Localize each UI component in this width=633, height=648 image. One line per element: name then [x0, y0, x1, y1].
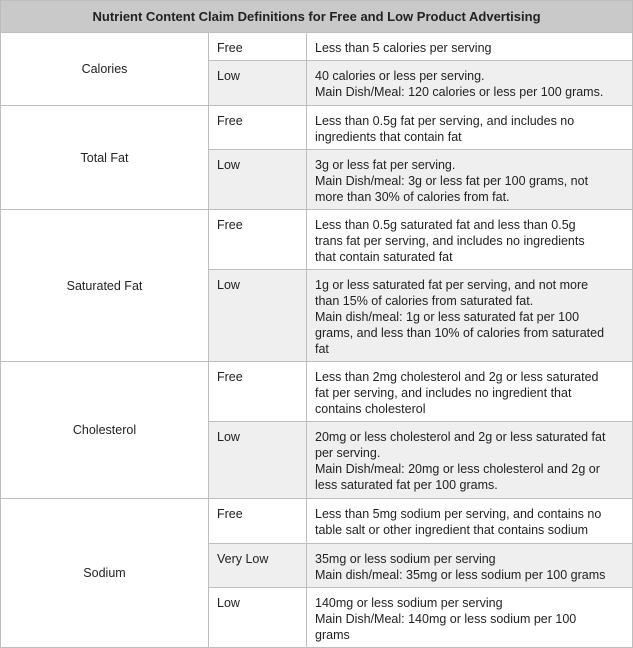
claim-level: Free	[209, 362, 307, 422]
claim-level: Low	[209, 150, 307, 210]
claim-definition: 35mg or less sodium per serving Main dish/meal: 35mg or less sodium per 100 grams	[307, 544, 633, 588]
nutrient-name: Calories	[1, 33, 209, 106]
claim-level: Low	[209, 422, 307, 499]
claim-level: Low	[209, 61, 307, 106]
claim-definition: 40 calories or less per serving. Main Dish/Meal: 120 calories or less per 100 grams.	[307, 61, 633, 106]
claim-level: Free	[209, 106, 307, 150]
claim-definition: 140mg or less sodium per serving Main Dish/Meal: 140mg or less sodium per 100 grams	[307, 588, 633, 648]
claim-definition: 3g or less fat per serving. Main Dish/meal: 3g or less fat per 100 grams, not more than 30% of calories from fat.	[307, 150, 633, 210]
table-body	[1, 33, 633, 648]
claim-level: Free	[209, 499, 307, 544]
claim-level: Low	[209, 270, 307, 362]
claim-level: Free	[209, 33, 307, 61]
claim-definition: Less than 5mg sodium per serving, and contains no table salt or other ingredient that contains sodium	[307, 499, 633, 544]
claim-definition: 20mg or less cholesterol and 2g or less saturated fat per serving. Main Dish/meal: 20mg or less cholesterol and 2g or less saturated fat per 100 grams.	[307, 422, 633, 499]
claim-definition: Less than 2mg cholesterol and 2g or less saturated fat per serving, and includes no ingredient that contains cholesterol	[307, 362, 633, 422]
claim-level: Free	[209, 210, 307, 270]
claim-level: Low	[209, 588, 307, 648]
nutrient-name: Cholesterol	[1, 362, 209, 499]
table-row	[1, 499, 633, 544]
claim-definition: 1g or less saturated fat per serving, and not more than 15% of calories from saturated fat. Main dish/meal: 1g or less saturated fat per 100 grams, and less than 10% of calories from saturated fat	[307, 270, 633, 362]
table-row	[1, 362, 633, 422]
claim-definition: Less than 0.5g saturated fat and less than 0.5g trans fat per serving, and includes no ingredients that contain saturated fat	[307, 210, 633, 270]
claim-definition: Less than 0.5g fat per serving, and includes no ingredients that contain fat	[307, 106, 633, 150]
table-row	[1, 210, 633, 270]
claim-level: Very Low	[209, 544, 307, 588]
table-header-row	[1, 1, 633, 33]
nutrient-name: Saturated Fat	[1, 210, 209, 362]
table-row	[1, 33, 633, 61]
table-row	[1, 106, 633, 150]
table-title: Nutrient Content Claim Definitions for Free and Low Product Advertising	[1, 1, 633, 33]
nutrient-name: Total Fat	[1, 106, 209, 210]
nutrient-name: Sodium	[1, 499, 209, 648]
claim-definition: Less than 5 calories per serving	[307, 33, 633, 61]
